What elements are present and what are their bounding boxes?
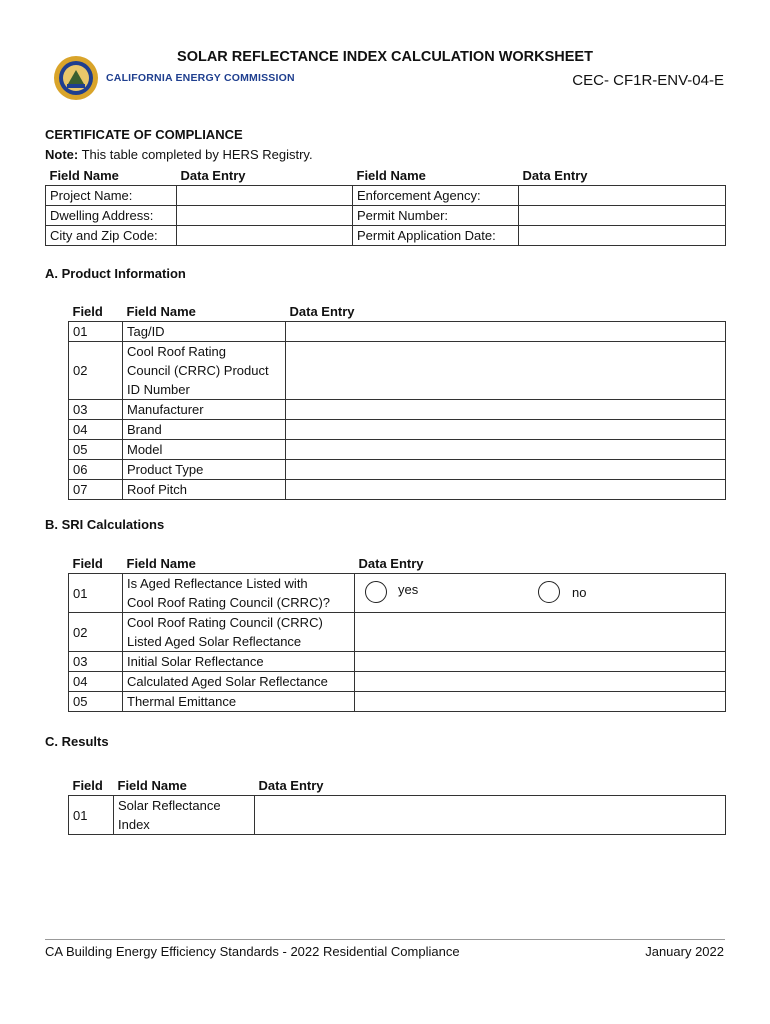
table-row [69,400,726,420]
column-header: Field Name [126,556,196,571]
table-row [69,480,726,500]
tag-id-entry[interactable] [286,322,726,342]
product-information-table [68,302,726,500]
section-a-heading: A. Product Information [45,266,186,281]
form-number: CEC- CF1R-ENV-04-E [572,72,724,89]
section-b-heading: B. SRI Calculations [45,517,165,532]
results-table [68,776,726,835]
field-name-line: Is Aged Reflectance Listed with [127,576,308,591]
column-header: Field [72,304,103,319]
field-label: Project Name: [46,186,177,206]
field-name: Model [123,440,286,460]
state-seal-icon [50,54,102,102]
sri-calculations-table [68,554,726,712]
column-header: Data Entry [180,168,246,183]
thermal-emittance-entry[interactable] [355,692,726,712]
radio-option-no[interactable] [538,581,586,603]
column-header: Data Entry [258,778,324,793]
roof-pitch-entry[interactable] [286,480,726,500]
table-header-row [69,302,726,322]
section-c-heading: C. Results [45,734,109,749]
column-header: Field Name [356,168,426,183]
table-header-row [69,554,726,574]
certificate-table [45,166,726,246]
manufacturer-entry[interactable] [286,400,726,420]
field-name: Product Type [123,460,286,480]
solar-reflectance-index-entry[interactable] [255,796,726,835]
field-name-line: Listed Aged Solar Reflectance [127,634,302,649]
column-header: Field [72,778,103,793]
certificate-heading: CERTIFICATE OF COMPLIANCE [45,127,243,142]
field-name: Tag/ID [123,322,286,342]
table-row [69,652,726,672]
field-name-line: Solar Reflectance [118,798,221,813]
column-header: Data Entry [289,304,355,319]
agency-logo [50,54,295,102]
brand-entry[interactable] [286,420,726,440]
field-name: Initial Solar Reflectance [123,652,355,672]
aged-reflectance-listed-entry [355,574,726,613]
product-type-entry[interactable] [286,460,726,480]
note-label: Note: [45,147,79,162]
table-header-row [46,166,726,186]
enforcement-agency-entry[interactable] [519,186,726,206]
initial-solar-reflectance-entry[interactable] [355,652,726,672]
footer-standards: CA Building Energy Efficiency Standards - 2022 Residential Compliance [45,944,460,959]
field-number: 05 [69,440,123,460]
field-name-line: ID Number [127,382,190,397]
field-name-line: Council (CRRC) Product [127,363,269,378]
radio-yes[interactable] [365,581,387,603]
table-header-row [69,776,726,796]
table-row [69,322,726,342]
table-row [69,672,726,692]
field-number: 01 [69,322,123,342]
table-row [69,692,726,712]
field-number: 04 [69,672,123,692]
project-name-entry[interactable] [177,186,353,206]
field-name-line: Cool Roof Rating Council (CRRC) [127,615,323,630]
column-header: Field Name [49,168,119,183]
table-row [69,342,726,400]
field-number: 07 [69,480,123,500]
model-entry[interactable] [286,440,726,460]
radio-option-yes[interactable] [365,581,418,603]
field-name: Manufacturer [123,400,286,420]
field-name [114,796,255,835]
footer-date: January 2022 [645,944,724,959]
field-number: 05 [69,692,123,712]
field-name [123,342,286,400]
field-name: Calculated Aged Solar Reflectance [123,672,355,692]
field-name: Roof Pitch [123,480,286,500]
field-name: Thermal Emittance [123,692,355,712]
footer-divider [45,939,725,940]
field-number: 04 [69,420,123,440]
table-row [69,420,726,440]
field-number: 01 [69,796,114,835]
field-name: Brand [123,420,286,440]
calculated-aged-solar-reflectance-entry[interactable] [355,672,726,692]
column-header: Field Name [126,304,196,319]
radio-no[interactable] [538,581,560,603]
field-name [123,613,355,652]
field-number: 02 [69,613,123,652]
crrc-product-id-entry[interactable] [286,342,726,400]
field-name-line: Index [118,817,150,832]
city-zip-entry[interactable] [177,226,353,246]
table-row [69,440,726,460]
field-number: 01 [69,574,123,613]
column-header: Field Name [117,778,187,793]
permit-application-date-entry[interactable] [519,226,726,246]
field-number: 06 [69,460,123,480]
field-label: Enforcement Agency: [353,186,519,206]
agency-name: CALIFORNIA ENERGY COMMISSION [106,72,295,84]
column-header: Data Entry [358,556,424,571]
page-title: SOLAR REFLECTANCE INDEX CALCULATION WORKSHEET [177,49,593,65]
table-row [46,206,726,226]
radio-yes-label: yes [398,581,419,597]
field-number: 03 [69,400,123,420]
field-label: City and Zip Code: [46,226,177,246]
table-row [46,226,726,246]
field-label: Permit Application Date: [353,226,519,246]
dwelling-address-entry[interactable] [177,206,353,226]
listed-aged-solar-reflectance-entry[interactable] [355,613,726,652]
certificate-note [45,147,313,162]
table-row [69,574,726,613]
table-row [69,613,726,652]
column-header: Data Entry [522,168,588,183]
field-name-line: Cool Roof Rating Council (CRRC)? [127,595,331,610]
table-row [46,186,726,206]
note-text: This table completed by HERS Registry. [78,147,313,162]
field-number: 03 [69,652,123,672]
radio-no-label: no [572,584,587,600]
field-label: Permit Number: [353,206,519,226]
column-header: Field [72,556,103,571]
field-number: 02 [69,342,123,400]
field-label: Dwelling Address: [46,206,177,226]
field-name [123,574,355,613]
permit-number-entry[interactable] [519,206,726,226]
table-row [69,460,726,480]
table-row [69,796,726,835]
field-name-line: Cool Roof Rating [127,344,226,359]
